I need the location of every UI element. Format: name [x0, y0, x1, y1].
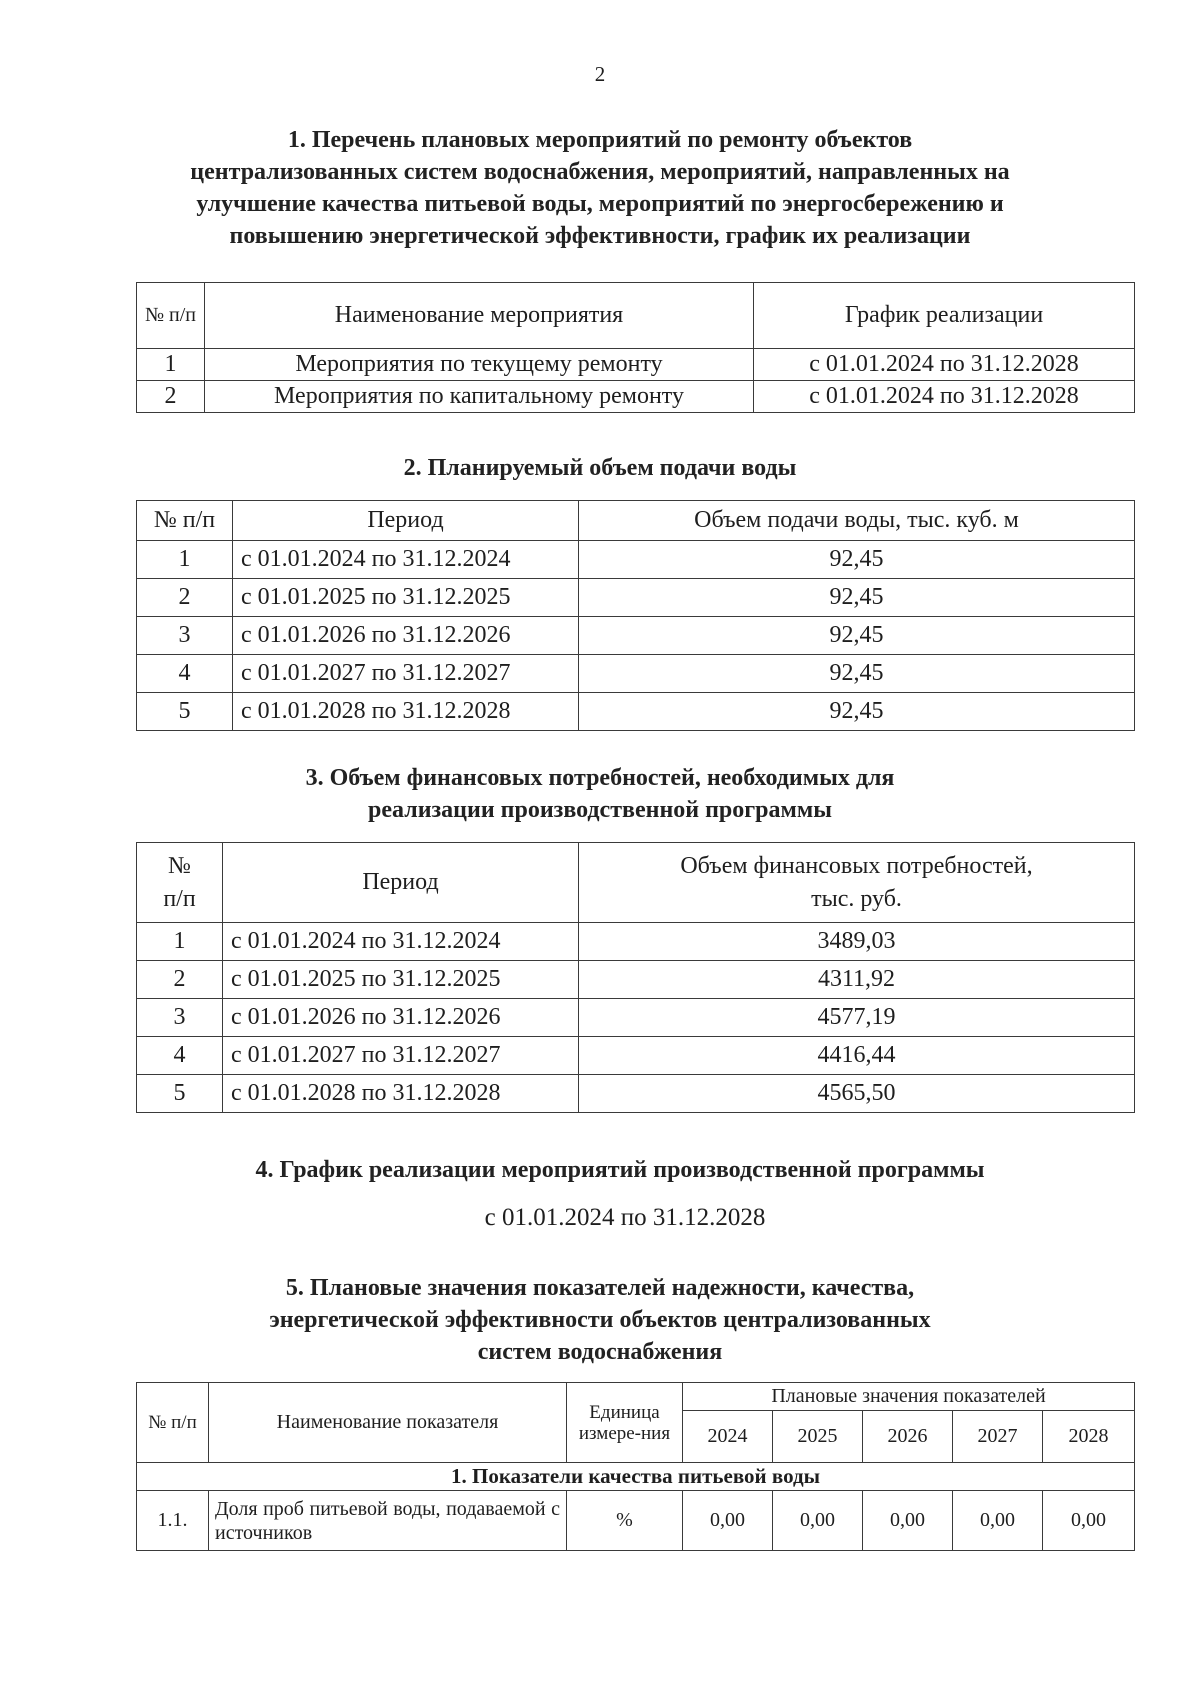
row-num: 1: [137, 923, 223, 961]
table-row: [137, 617, 1135, 655]
row-num: 2: [137, 961, 223, 999]
table-row: [137, 1037, 1135, 1075]
header-year: 2028: [1043, 1411, 1135, 1463]
header-needs-bottom: тыс. руб.: [811, 885, 902, 912]
row-period: с 01.01.2025 по 31.12.2025: [223, 961, 579, 999]
row-period: с 01.01.2028 по 31.12.2028: [233, 693, 579, 731]
section4-title: 4. График реализации мероприятий производственной программы: [255, 1157, 985, 1183]
row-value: 0,00: [953, 1491, 1043, 1551]
section3-title-line: реализации производственной программы: [368, 797, 832, 823]
row-value: 0,00: [863, 1491, 953, 1551]
header-num-bottom: п/п: [163, 885, 196, 912]
header-num: № п/п: [137, 283, 205, 349]
row-period: с 01.01.2024 по 31.12.2024: [233, 541, 579, 579]
row-value: 4416,44: [579, 1037, 1135, 1075]
header-num: № п/п: [137, 1383, 209, 1463]
table-row: [137, 693, 1135, 731]
row-period: с 01.01.2026 по 31.12.2026: [233, 617, 579, 655]
row-value: 0,00: [683, 1491, 773, 1551]
group-row-label: 1. Показатели качества питьевой воды: [137, 1463, 1135, 1491]
row-num: 2: [137, 381, 205, 413]
section3-title-line: 3. Объем финансовых потребностей, необходимых для: [305, 765, 895, 791]
row-value: 92,45: [579, 541, 1135, 579]
header-num-top: №: [168, 852, 191, 879]
header-year: 2025: [773, 1411, 863, 1463]
indicators-table: [136, 1382, 1135, 1551]
group-row: [137, 1463, 1135, 1491]
section5-title-line: 5. Плановые значения показателей надежности, качества,: [285, 1275, 915, 1301]
section5-title-line: энергетической эффективности объектов централизованных: [269, 1307, 931, 1333]
row-num: 2: [137, 579, 233, 617]
row-num: 1: [137, 349, 205, 381]
row-schedule: с 01.01.2024 по 31.12.2028: [754, 381, 1135, 413]
header-year: 2027: [953, 1411, 1043, 1463]
header-schedule: График реализации: [754, 283, 1135, 349]
header-year: 2024: [683, 1411, 773, 1463]
header-needs-top: Объем финансовых потребностей,: [680, 852, 1033, 879]
row-period: с 01.01.2024 по 31.12.2024: [223, 923, 579, 961]
row-period: с 01.01.2027 по 31.12.2027: [233, 655, 579, 693]
row-period: с 01.01.2028 по 31.12.2028: [223, 1075, 579, 1113]
header-period: Период: [223, 843, 579, 923]
table-row: [137, 1491, 1135, 1551]
row-num: 4: [137, 655, 233, 693]
section5-title: [0, 1272, 1200, 1368]
table-row: [137, 961, 1135, 999]
section1-title-line: повышению энергетической эффективности, график их реализации: [229, 223, 971, 249]
table-row: [137, 349, 1135, 381]
table-row: [137, 999, 1135, 1037]
row-num: 1: [137, 541, 233, 579]
header-volume: Объем подачи воды, тыс. куб. м: [579, 501, 1135, 541]
row-period: с 01.01.2025 по 31.12.2025: [233, 579, 579, 617]
table-header-row: [137, 501, 1135, 541]
header-period: Период: [233, 501, 579, 541]
header-name: Наименование показателя: [209, 1383, 567, 1463]
table-row: [137, 541, 1135, 579]
financial-needs-table: [136, 842, 1135, 1113]
header-name: Наименование мероприятия: [205, 283, 754, 349]
row-value: 0,00: [773, 1491, 863, 1551]
row-num: 3: [137, 999, 223, 1037]
row-value: 92,45: [579, 617, 1135, 655]
row-name: Доля проб питьевой воды, подаваемой с источников: [209, 1491, 567, 1551]
row-period: с 01.01.2027 по 31.12.2027: [223, 1037, 579, 1075]
section1-title-line: 1. Перечень плановых мероприятий по ремонту объектов: [287, 127, 913, 153]
header-needs: [579, 843, 1135, 923]
row-value: 4577,19: [579, 999, 1135, 1037]
row-value: 92,45: [579, 693, 1135, 731]
row-num: 5: [137, 693, 233, 731]
water-supply-table: [136, 500, 1135, 731]
table-row: [137, 381, 1135, 413]
table-header-row: [137, 1383, 1135, 1411]
row-schedule: с 01.01.2024 по 31.12.2028: [754, 349, 1135, 381]
header-unit: Единица измере-ния: [567, 1383, 683, 1463]
section2-title: 2. Планируемый объем подачи воды: [403, 455, 797, 481]
header-planned: Плановые значения показателей: [683, 1383, 1135, 1411]
header-num: № п/п: [137, 501, 233, 541]
table-row: [137, 923, 1135, 961]
row-value: 4311,92: [579, 961, 1135, 999]
table-row: [137, 1075, 1135, 1113]
row-num: 1.1.: [137, 1491, 209, 1551]
row-num: 3: [137, 617, 233, 655]
section3-title: [0, 762, 1200, 826]
table-row: [137, 655, 1135, 693]
row-value: 3489,03: [579, 923, 1135, 961]
row-period: с 01.01.2026 по 31.12.2026: [223, 999, 579, 1037]
section4-period: с 01.01.2024 по 31.12.2028: [484, 1204, 766, 1231]
row-value: 92,45: [579, 579, 1135, 617]
row-num: 4: [137, 1037, 223, 1075]
activities-table: [136, 282, 1135, 413]
section1-title-line: улучшение качества питьевой воды, мероприятий по энергосбережению и: [196, 191, 1004, 217]
row-unit: %: [567, 1491, 683, 1551]
row-name: Мероприятия по текущему ремонту: [205, 349, 754, 381]
row-name: Мероприятия по капитальному ремонту: [205, 381, 754, 413]
section1-title: [0, 124, 1200, 252]
row-num: 5: [137, 1075, 223, 1113]
row-value: 0,00: [1043, 1491, 1135, 1551]
header-num: [137, 843, 223, 923]
section1-title-line: централизованных систем водоснабжения, мероприятий, направленных на: [190, 159, 1010, 185]
page-number: 2: [594, 62, 606, 86]
row-value: 92,45: [579, 655, 1135, 693]
table-row: [137, 579, 1135, 617]
section5-title-line: систем водоснабжения: [477, 1339, 723, 1365]
table-header-row: [137, 843, 1135, 923]
row-value: 4565,50: [579, 1075, 1135, 1113]
header-year: 2026: [863, 1411, 953, 1463]
table-header-row: [137, 283, 1135, 349]
